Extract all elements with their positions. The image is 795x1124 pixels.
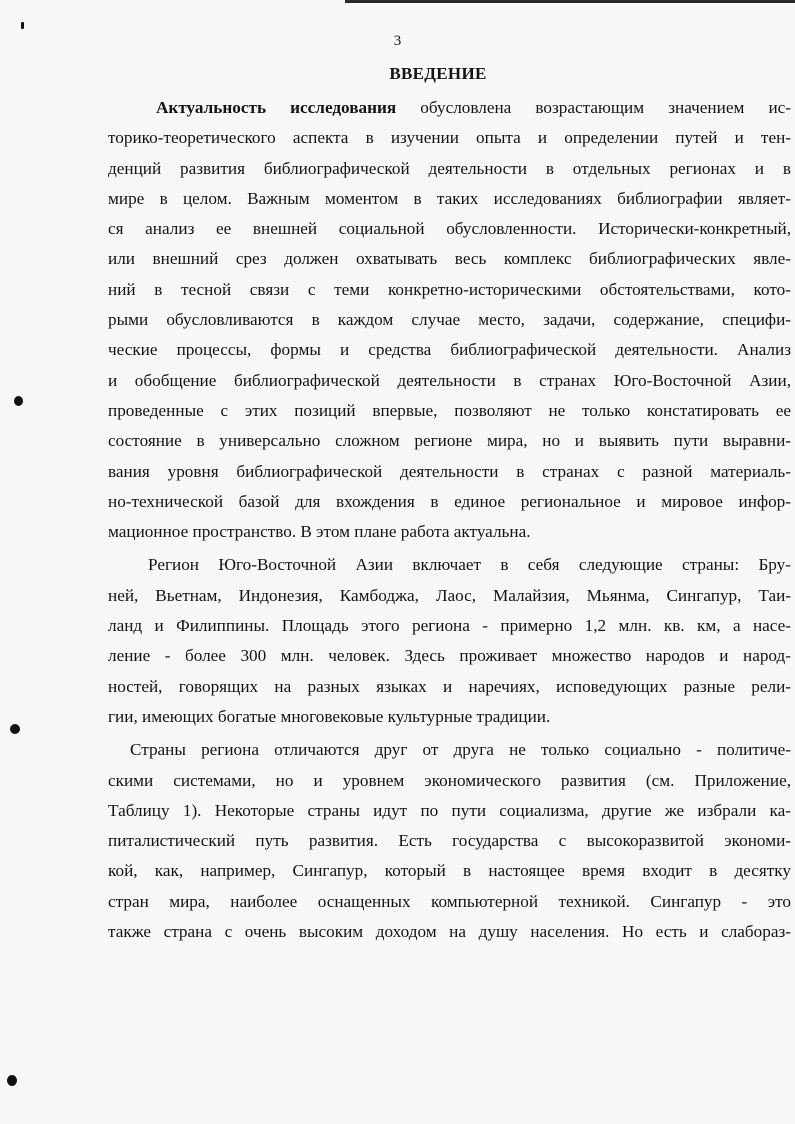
page-number: 3 [393, 33, 402, 49]
binder-hole-mark [10, 724, 20, 734]
paragraph-line: ланд и Филиппины. Площадь этого региона - примерно 1,2 млн. кв. км, а насе- [108, 616, 791, 636]
paragraph-line: и обобщение библиографической деятельности в странах Юго-Восточной Азии, [108, 370, 791, 390]
paragraph-line: ся анализ ее внешней социальной обусловленности. Исторически-конкретный, [108, 219, 791, 239]
paragraph-line: или внешний срез должен охватывать весь комплекс библиографических явле- [108, 249, 791, 269]
paragraph-line: Страны региона отличаются друг от друга не только социально - политиче- [130, 740, 791, 760]
paragraph-relevance [108, 93, 791, 547]
paragraph-countries [108, 735, 791, 947]
paragraph-line: Регион Юго-Восточной Азии включает в себя следующие страны: Бру- [148, 555, 791, 575]
paragraph-line: рыми обусловливаются в каждом случае место, задачи, содержание, специфи- [108, 310, 791, 330]
paragraph-line: скими системами, но и уровнем экономического развития (см. Приложение, [108, 770, 791, 790]
scan-speck [21, 22, 24, 29]
paragraph-line: стран мира, наиболее оснащенных компьютерной техникой. Сингапур - это [108, 891, 791, 911]
paragraph-line: Таблицу 1). Некоторые страны идут по пути социализма, другие же избрали ка- [108, 800, 791, 820]
paragraph-line: ческие процессы, формы и средства библиографической деятельности. Анализ [108, 340, 791, 360]
paragraph-line: питалистический путь развития. Есть государства с высокоразвитой экономи- [108, 831, 791, 851]
paragraph-line: гии, имеющих богатые многовековые культурные традиции. [108, 706, 551, 726]
paragraph-line: ней, Вьетнам, Индонезия, Камбоджа, Лаос, Малайзия, Мьянма, Сингапур, Таи- [108, 585, 791, 605]
page-title: ВВЕДЕНИЕ [389, 64, 487, 83]
paragraph-region [108, 550, 791, 732]
paragraph-line: мире в целом. Важным моментом в таких исследованиях библиографии являет- [108, 188, 791, 208]
paragraph-line: состояние в универсально сложном регионе мира, но и выявить пути выравни- [108, 431, 791, 451]
paragraph-line: мационное пространство. В этом плане работа актуальна. [108, 522, 531, 542]
paragraph-line: также страна с очень высоким доходом на душу населения. Но есть и слабораз- [108, 922, 791, 942]
paragraph-line: Актуальность исследования обусловлена возрастающим значением ис- [156, 98, 791, 117]
paragraph-line: ление - более 300 млн. человек. Здесь проживает множество народов и народ- [108, 646, 791, 666]
scan-top-edge-line [345, 0, 795, 3]
paragraph-line: торико-теоретического аспекта в изучении опыта и определении путей и тен- [108, 128, 791, 148]
paragraph-line: кой, как, например, Сингапур, который в настоящее время входит в десятку [108, 861, 791, 881]
binder-hole-mark [7, 1075, 17, 1086]
body-text [108, 93, 791, 947]
paragraph-line: денций развития библиографической деятельности в отдельных регионах и в [108, 158, 791, 178]
paragraph-line: ностей, говорящих на разных языках и наречиях, исповедующих разные рели- [108, 676, 791, 696]
lead-phrase: Актуальность исследования [156, 98, 397, 117]
paragraph-line: ний в тесной связи с теми конкретно-историческими обстоятельствами, кото- [108, 279, 791, 299]
paragraph-line: проведенные с этих позиций впервые, позволяют не только констатировать ее [108, 400, 791, 420]
paragraph-line: но-технической базой для вхождения в единое региональное и мировое инфор- [108, 491, 791, 511]
paragraph-line: вания уровня библиографической деятельности в странах с разной материаль- [108, 461, 791, 481]
binder-hole-mark [14, 396, 23, 406]
